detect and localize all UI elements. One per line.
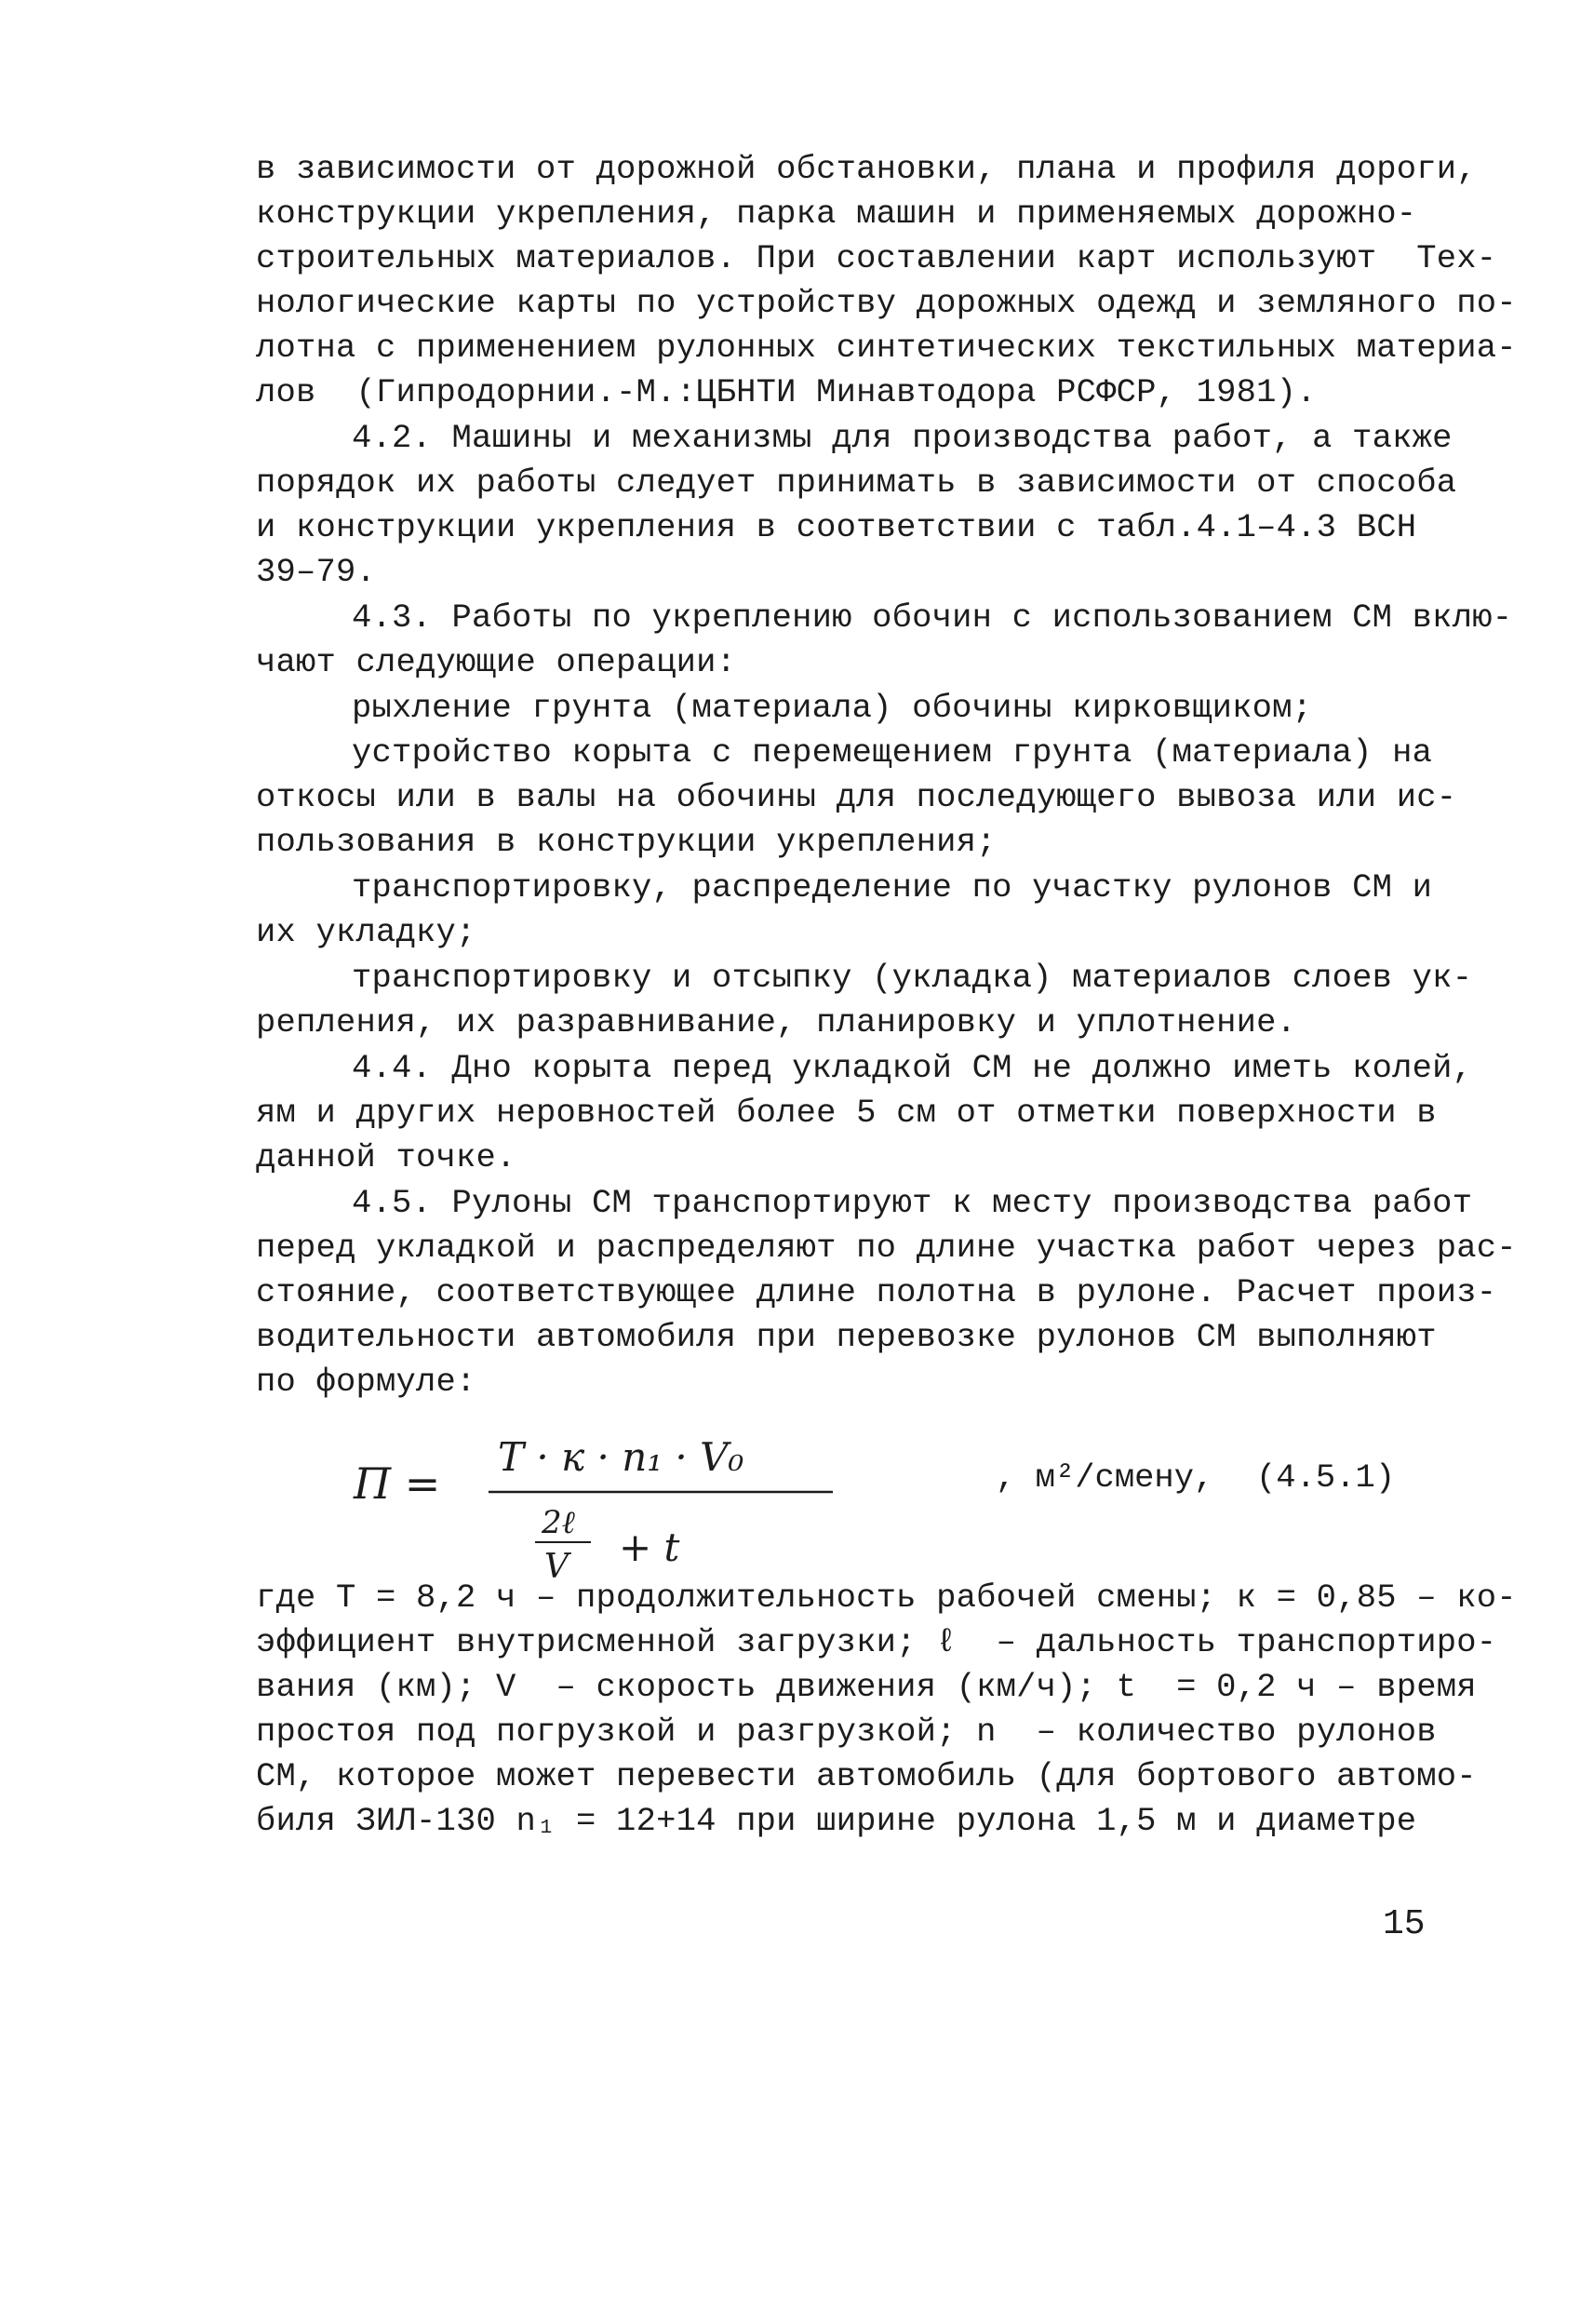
paragraph-4-2-start: 4.2. Машины и механизмы для производства работ, а также [352, 419, 1453, 457]
denominator-fraction-bottom: V [544, 1548, 569, 1586]
paragraph-4-3-start: 4.3. Работы по укреплению обочин с использованием СМ вклю- [352, 598, 1513, 637]
text-line: водительности автомобиля при перевозке рулонов СМ выполняют [256, 1318, 1437, 1356]
list-item: рыхление грунта (материала) обочины кирковщиком; [352, 689, 1313, 727]
denominator-fraction-top: 2ℓ [542, 1504, 575, 1541]
list-item: транспортировку и отсыпку (укладка) материалов слоев ук- [352, 959, 1473, 997]
text-line: конструкции укрепления, парка машин и применяемых дорожно- [256, 195, 1417, 233]
text-line: их укладку; [256, 913, 476, 951]
text-line: чают следующие операции: [256, 643, 737, 681]
text-line: перед укладкой и распределяют по длине участка работ через рас- [256, 1229, 1517, 1267]
text-line: и конструкции укрепления в соответствии с табл.4.1–4.3 ВСН [256, 508, 1417, 546]
paragraph-4-5-start: 4.5. Рулоны СМ транспортируют к месту производства работ [352, 1184, 1473, 1222]
formula-numerator: T · к · n₁ · V₀ [498, 1434, 744, 1480]
formula-lhs: П = [354, 1458, 441, 1509]
denominator-rest: + t [619, 1525, 680, 1570]
text-line: вания (км); V – скорость движения (км/ч); t = 0,2 ч – время [256, 1668, 1477, 1706]
text-line: лотна с применением рулонных синтетических текстильных материа- [256, 329, 1517, 367]
text-line: стояние, соответствующее длине полотна в рулоне. Расчет произ- [256, 1273, 1497, 1311]
text-line: порядок их работы следует принимать в зависимости от способа [256, 463, 1457, 502]
text-line: откосы или в валы на обочины для последующего вывоза или ис- [256, 778, 1457, 816]
equation-number: (4.5.1) [1256, 1458, 1396, 1497]
text-line: эффициент внутрисменной загрузки; ℓ – дальность транспортиро- [256, 1623, 1497, 1661]
text-line: где Т = 8,2 ч – продолжительность рабочей смены; к = 0,85 – ко- [256, 1578, 1517, 1617]
text-line: данной точке. [256, 1138, 516, 1176]
text-line: лов (Гипродорнии.-М.:ЦБНТИ Минавтодора РСФСР, 1981). [256, 373, 1317, 411]
formula-units: , м²/смену, [996, 1458, 1214, 1497]
text-line: репления, их разравнивание, планировку и уплотнение. [256, 1003, 1297, 1041]
text-line: ям и других неровностей более 5 см от отметки поверхности в [256, 1094, 1437, 1132]
text-line: СМ, которое может перевести автомобиль (для бортового автомо- [256, 1757, 1477, 1795]
text-line: по формуле: [256, 1363, 476, 1401]
page-number: 15 [1383, 1904, 1426, 1944]
list-item: устройство корыта с перемещением грунта (материала) на [352, 733, 1433, 772]
text-line: пользования в конструкции укрепления; [256, 823, 997, 861]
text-line: биля ЗИЛ-130 n₁ = 12+14 при ширине рулона 1,5 м и диаметре [256, 1802, 1417, 1840]
text-line: 39–79. [256, 553, 377, 591]
text-line: строительных материалов. При составлении карт используют Тех- [256, 239, 1497, 277]
text-line: простоя под погрузкой и разгрузкой; n – количество рулонов [256, 1713, 1437, 1751]
paragraph-4-4-start: 4.4. Дно корыта перед укладкой СМ не должно иметь колей, [352, 1049, 1473, 1087]
list-item: транспортировку, распределение по участку рулонов СМ и [352, 868, 1433, 907]
text-line: нологические карты по устройству дорожных одежд и земляного по- [256, 284, 1517, 322]
text-line: в зависимости от дорожной обстановки, плана и профиля дороги, [256, 150, 1477, 188]
